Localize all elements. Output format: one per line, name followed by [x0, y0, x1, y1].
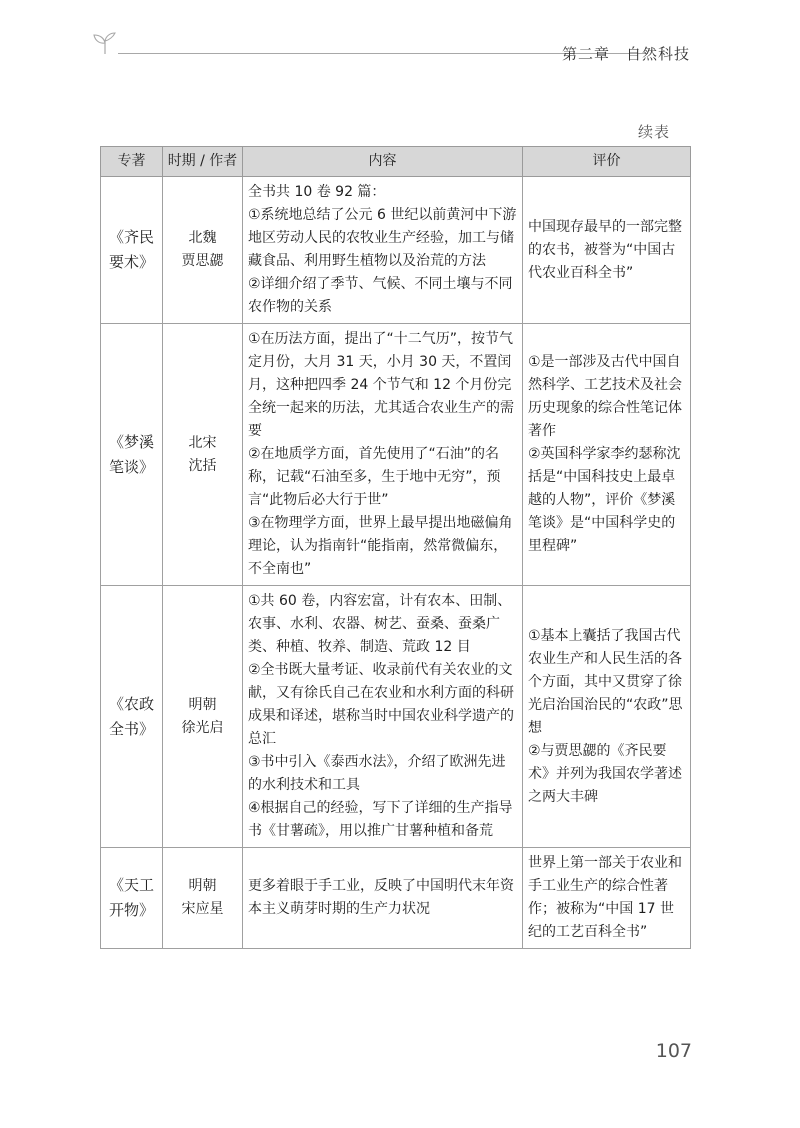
- work-title-line: 《天工: [108, 876, 154, 894]
- sprout-icon: [90, 32, 120, 56]
- works-table: [100, 146, 691, 949]
- period: 明朝: [188, 878, 217, 894]
- work-title-cell: [101, 177, 163, 324]
- table-row: [101, 324, 691, 586]
- content-cell: [243, 324, 523, 586]
- content-cell: [243, 848, 523, 949]
- evaluation-cell: [523, 848, 691, 949]
- content-item: ②在地质学方面，首先使用了“石油”的名称，记载“石油至多，生于地中无穷”，预言“此物后必大行于世”: [248, 446, 501, 508]
- evaluation-item: 世界上第一部关于农业和手工业生产的综合性著作；被称为“中国 17 世纪的工艺百科全书”: [528, 855, 682, 940]
- work-title-line: 开物》: [108, 901, 154, 919]
- table-row: [101, 586, 691, 848]
- column-header-work: 专著: [101, 147, 163, 177]
- period: 北宋: [188, 434, 217, 451]
- content-item: ④根据自己的经验，写下了详细的生产指导书《甘薯疏》，用以推广甘薯种植和备荒: [248, 800, 513, 839]
- work-title-cell: [101, 848, 163, 949]
- column-header-period-author: 时期 / 作者: [163, 147, 243, 177]
- author: 徐光启: [181, 719, 224, 736]
- content-item: 全书共 10 卷 92 篇：: [248, 184, 386, 200]
- period: 北魏: [188, 230, 217, 246]
- table-row: [101, 177, 691, 324]
- period-author-cell: [163, 586, 243, 848]
- content-cell: [243, 177, 523, 324]
- content-item: ①系统地总结了公元 6 世纪以前黄河中下游地区劳动人民的农牧业生产经验，加工与储藏食品、利用野生植物以及治荒的方法: [248, 207, 517, 269]
- period: 明朝: [188, 696, 217, 713]
- content-item: ②详细介绍了季节、气候、不同土壤与不同农作物的关系: [248, 276, 513, 315]
- page-header: [90, 30, 690, 70]
- content-item: ③书中引入《泰西水法》，介绍了欧洲先进的水利技术和工具: [248, 754, 506, 793]
- page-number: 107: [655, 1040, 692, 1062]
- work-title-line: 要术》: [108, 253, 154, 271]
- table-continued-label: 续表: [637, 123, 670, 141]
- work-title-line: 《农政: [108, 694, 154, 713]
- author: 宋应星: [181, 901, 224, 917]
- content-item: ①在历法方面，提出了“十二气历”，按节气定月份，大月 31 天，小月 30 天，不置闰月，这种把四季 24 个节气和 12 个月份完全统一起来的历法，尤其适合农业生产的需要: [248, 331, 514, 439]
- table-row: [101, 848, 691, 949]
- evaluation-cell: [523, 586, 691, 848]
- evaluation-item: ②与贾思勰的《齐民要术》并列为我国农学著述之两大丰碑: [528, 742, 682, 805]
- work-title-line: 笔谈》: [108, 457, 154, 476]
- content-item: 更多着眼于手工业，反映了中国明代末年资本主义萌芽时期的生产力状况: [248, 878, 514, 917]
- evaluation-item: 中国现存最早的一部完整的农书，被誉为“中国古代农业百科全书”: [528, 218, 682, 281]
- content-cell: [243, 586, 523, 848]
- work-title-line: 全书》: [108, 719, 154, 738]
- evaluation-cell: [523, 324, 691, 586]
- column-header-evaluation: 评价: [523, 147, 691, 177]
- chapter-title: 第二章 自然科技: [561, 45, 690, 63]
- table-header-row: [101, 147, 691, 177]
- evaluation-item: ②英国科学家李约瑟称沈括是“中国科技史上最卓越的人物”，评价《梦溪笔谈》是“中国科学史的里程碑”: [528, 446, 681, 554]
- work-title-cell: [101, 586, 163, 848]
- work-title-cell: [101, 324, 163, 586]
- work-title-line: 《齐民: [108, 228, 154, 246]
- content-item: ①共 60 卷，内容宏富，计有农本、田制、农事、水利、农器、树艺、蚕桑、蚕桑广类、种植、牧养、制造、荒政 12 目: [248, 593, 512, 655]
- author: 贾思勰: [181, 253, 224, 269]
- content-item: ②全书既大量考证、收录前代有关农业的文献，又有徐氏自己在农业和水利方面的科研成果和译述，堪称当时中国农业科学遗产的总汇: [248, 662, 514, 747]
- work-title-line: 《梦溪: [108, 432, 154, 451]
- author: 沈括: [188, 457, 217, 474]
- evaluation-item: ①是一部涉及古代中国自然科学、工艺技术及社会历史现象的综合性笔记体著作: [528, 354, 682, 439]
- content-item: ③在物理学方面，世界上最早提出地磁偏角理论，认为指南针“能指南，然常微偏东，不全南也”: [248, 515, 513, 577]
- evaluation-cell: [523, 177, 691, 324]
- evaluation-item: ①基本上囊括了我国古代农业生产和人民生活的各个方面，其中又贯穿了徐光启治国治民的“农政”思想: [528, 627, 683, 736]
- period-author-cell: [163, 324, 243, 586]
- period-author-cell: [163, 177, 243, 324]
- column-header-content: 内容: [243, 147, 523, 177]
- period-author-cell: [163, 848, 243, 949]
